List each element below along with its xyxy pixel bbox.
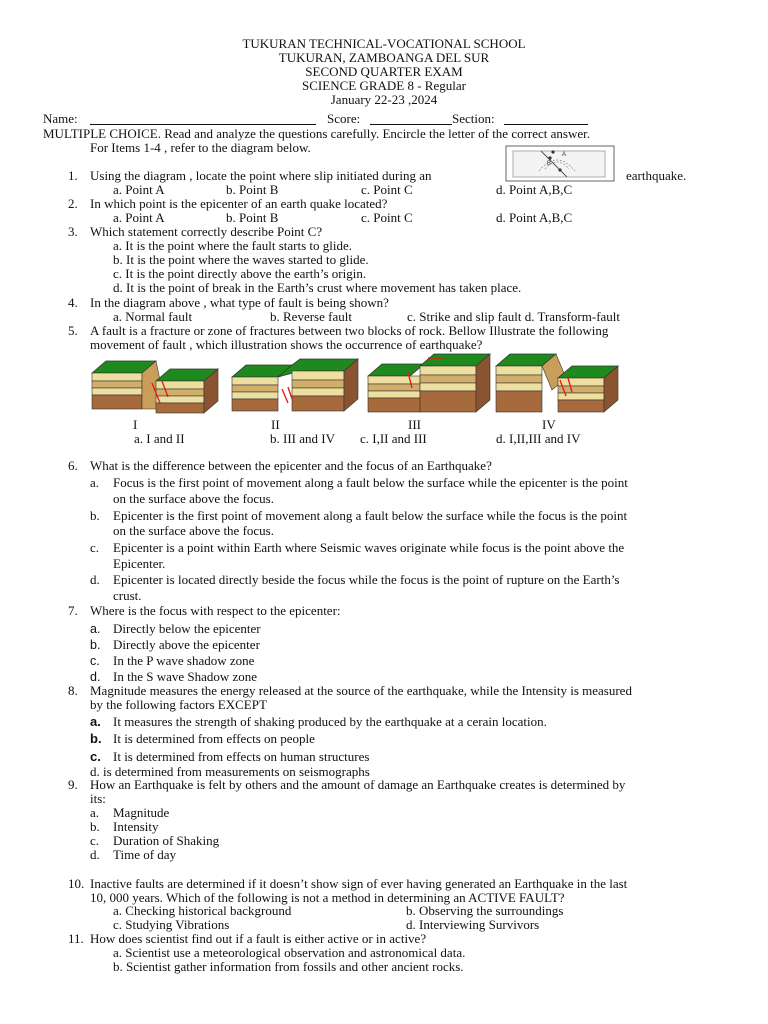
q10-option-b[interactable]: b. Observing the surroundings — [406, 903, 564, 918]
q5-option-d[interactable]: d. I,II,III and IV — [496, 431, 581, 446]
q10-option-a[interactable]: a. Checking historical background — [113, 903, 292, 918]
q5-number: 5. — [68, 323, 78, 338]
q9-option-b-letter[interactable]: b. — [90, 819, 100, 834]
q5-label-ii: II — [271, 417, 280, 432]
q9-option-c[interactable]: Duration of Shaking — [113, 833, 220, 848]
q9-text-line1: How an Earthquake is felt by others and the amount of damage an Earthquake creates is determined by — [90, 777, 626, 792]
fault-block-i — [90, 357, 220, 415]
q8-option-c-letter[interactable]: c. — [90, 749, 101, 764]
diagram-label-a: A — [562, 152, 567, 158]
q7-option-b-letter[interactable]: b. — [90, 638, 101, 652]
q5-label-iii: III — [408, 417, 421, 432]
q1-option-d[interactable]: d. Point A,B,C — [496, 182, 573, 197]
name-label: Name: — [43, 111, 78, 126]
q7-number: 7. — [68, 603, 78, 618]
name-field[interactable] — [90, 124, 316, 125]
q1-option-b[interactable]: b. Point B — [226, 182, 279, 197]
q6-option-a-letter[interactable]: a. — [90, 475, 100, 490]
q4-option-c[interactable]: c. Strike and slip fault d. Transform-fault — [407, 309, 621, 324]
q9-option-c-letter[interactable]: c. — [90, 833, 100, 848]
q8-text-line1: Magnitude measures the energy released at the source of the earthquake, while the Intensity is measured — [90, 683, 632, 698]
score-field[interactable] — [370, 124, 452, 125]
q11-number: 11. — [68, 931, 84, 946]
q1-number: 1. — [68, 168, 78, 183]
q3-option-b[interactable]: b. It is the point where the waves started to glide. — [113, 252, 369, 267]
q5-option-a[interactable]: a. I and II — [134, 431, 185, 446]
q1-text: Using the diagram , locate the point where slip initiated during an — [90, 168, 432, 183]
school-name: TUKURAN TECHNICAL-VOCATIONAL SCHOOL — [242, 36, 526, 51]
q5-option-c[interactable]: c. I,II and III — [360, 431, 427, 446]
q11-option-b[interactable]: b. Scientist gather information from fossils and other ancient rocks. — [113, 959, 464, 974]
q3-text: Which statement correctly describe Point C? — [90, 224, 323, 239]
q5-label-iv: IV — [542, 417, 556, 432]
instructions-title: MULTIPLE CHOICE. Read and analyze the questions carefully. Encircle the letter of the correct answer. — [43, 126, 591, 141]
q10-number: 10. — [68, 876, 85, 891]
q8-option-b[interactable]: It is determined from effects on people — [113, 731, 315, 746]
q6-option-a-line2[interactable]: on the surface above the focus. — [113, 491, 274, 506]
q6-option-d-line1[interactable]: Epicenter is located directly beside the focus while the focus is the point of rupture on the Earth’s — [113, 572, 620, 587]
q10-option-c[interactable]: c. Studying Vibrations — [113, 917, 230, 932]
q5-text-line1: A fault is a fracture or zone of fractures between two blocks of rock. Bellow Illustrate the following — [90, 323, 609, 338]
q6-option-c-line1[interactable]: Epicenter is a point within Earth where Seismic waves originate while focus is the point above the — [113, 540, 625, 555]
q10-option-d[interactable]: d. Interviewing Survivors — [406, 917, 540, 932]
school-location: TUKURAN, ZAMBOANGA DEL SUR — [278, 50, 490, 65]
q2-option-d[interactable]: d. Point A,B,C — [496, 210, 573, 225]
section-field[interactable] — [504, 124, 588, 125]
q8-option-b-letter[interactable]: b. — [90, 731, 102, 746]
q7-option-c-letter[interactable]: c. — [90, 654, 100, 668]
q6-number: 6. — [68, 458, 78, 473]
q9-option-a[interactable]: Magnitude — [113, 805, 170, 820]
q7-text: Where is the focus with respect to the epicenter: — [90, 603, 341, 618]
fault-block-iii — [366, 352, 492, 414]
q6-option-c-line2[interactable]: Epicenter. — [113, 556, 166, 571]
instructions-note: For Items 1-4 , refer to the diagram below. — [90, 140, 311, 155]
q8-text-line2: by the following factors EXCEPT — [90, 697, 267, 712]
q3-option-c[interactable]: c. It is the point directly above the earth’s origin. — [113, 266, 367, 281]
q2-option-c[interactable]: c. Point C — [361, 210, 413, 225]
q10-text-line1: Inactive faults are determined if it doesn’t show sign of ever having generated an Earthquake in the last — [90, 876, 628, 891]
q8-option-c[interactable]: It is determined from effects on human structures — [113, 749, 370, 764]
q7-option-d[interactable]: In the S wave Shadow zone — [113, 669, 258, 684]
q4-text: In the diagram above , what type of fault is being shown? — [90, 295, 389, 310]
q9-option-a-letter[interactable]: a. — [90, 805, 100, 820]
q2-text: In which point is the epicenter of an earth quake located? — [90, 196, 388, 211]
q6-option-b-line1[interactable]: Epicenter is the first point of movement along a fault below the surface while the focus is the point — [113, 508, 628, 523]
q7-option-a[interactable]: Directly below the epicenter — [113, 621, 261, 636]
q9-option-b[interactable]: Intensity — [113, 819, 159, 834]
exam-date: January 22-23 ,2024 — [330, 92, 438, 107]
q6-option-d-line2[interactable]: crust. — [113, 588, 142, 603]
q4-number: 4. — [68, 295, 78, 310]
q4-option-a[interactable]: a. Normal fault — [113, 309, 193, 324]
q8-option-a[interactable]: It measures the strength of shaking produced by the earthquake at a cerain location. — [113, 714, 547, 729]
q2-option-a[interactable]: a. Point A — [113, 210, 165, 225]
q5-option-b[interactable]: b. III and IV — [270, 431, 335, 446]
fault-block-iv — [494, 352, 620, 414]
q1-option-c[interactable]: c. Point C — [361, 182, 413, 197]
q6-option-c-letter[interactable]: c. — [90, 540, 100, 555]
q2-number: 2. — [68, 196, 78, 211]
subject-title: SCIENCE GRADE 8 - Regular — [302, 78, 466, 93]
q6-option-d-letter[interactable]: d. — [90, 572, 100, 587]
q10-text-line2: 10, 000 years. Which of the following is not a method in determining an ACTIVE FAULT? — [90, 890, 565, 905]
q7-option-c[interactable]: In the P wave shadow zone — [113, 653, 255, 668]
q6-option-a-line1[interactable]: Focus is the first point of movement along a fault below the surface while the epicenter is the point — [113, 475, 628, 490]
diagram-label-b: B — [547, 161, 552, 167]
q3-number: 3. — [68, 224, 78, 239]
q6-option-b-letter[interactable]: b. — [90, 508, 100, 523]
q8-option-a-letter[interactable]: a. — [90, 714, 101, 729]
fault-block-ii — [230, 357, 360, 415]
q6-option-b-line2[interactable]: on the surface above the focus. — [113, 523, 274, 538]
q7-option-a-letter[interactable]: a. — [90, 622, 101, 636]
fault-diagram — [505, 145, 615, 182]
q9-option-d[interactable]: Time of day — [113, 847, 177, 862]
q4-option-b[interactable]: b. Reverse fault — [270, 309, 352, 324]
q7-option-b[interactable]: Directly above the epicenter — [113, 637, 260, 652]
score-label: Score: — [327, 111, 361, 126]
q8-number: 8. — [68, 683, 78, 698]
exam-title: SECOND QUARTER EXAM — [305, 64, 463, 79]
q11-text: How does scientist find out if a fault is either active or in active? — [90, 931, 427, 946]
q3-option-d[interactable]: d. It is the point of break in the Earth’s crust where movement has taken place. — [113, 280, 522, 295]
q9-text-line2: its: — [90, 791, 106, 806]
q1-option-a[interactable]: a. Point A — [113, 182, 165, 197]
q9-number: 9. — [68, 777, 78, 792]
q7-option-d-letter[interactable]: d. — [90, 670, 101, 684]
q3-option-a[interactable]: a. It is the point where the fault starts to glide. — [113, 238, 352, 253]
q5-text-line2: movement of fault , which illustration shows the occurrence of earthquake? — [90, 337, 483, 352]
q6-text: What is the difference between the epicenter and the focus of an Earthquake? — [90, 458, 492, 473]
q9-option-d-letter[interactable]: d. — [90, 847, 100, 862]
q1-text-tail: earthquake. — [626, 168, 687, 183]
q2-option-b[interactable]: b. Point B — [226, 210, 279, 225]
section-label: Section: — [452, 111, 495, 126]
q8-option-d[interactable]: d. is determined from measurements on seismographs — [90, 764, 370, 779]
q11-option-a[interactable]: a. Scientist use a meteorological observation and astronomical data. — [113, 945, 466, 960]
q5-label-i: I — [133, 417, 138, 432]
